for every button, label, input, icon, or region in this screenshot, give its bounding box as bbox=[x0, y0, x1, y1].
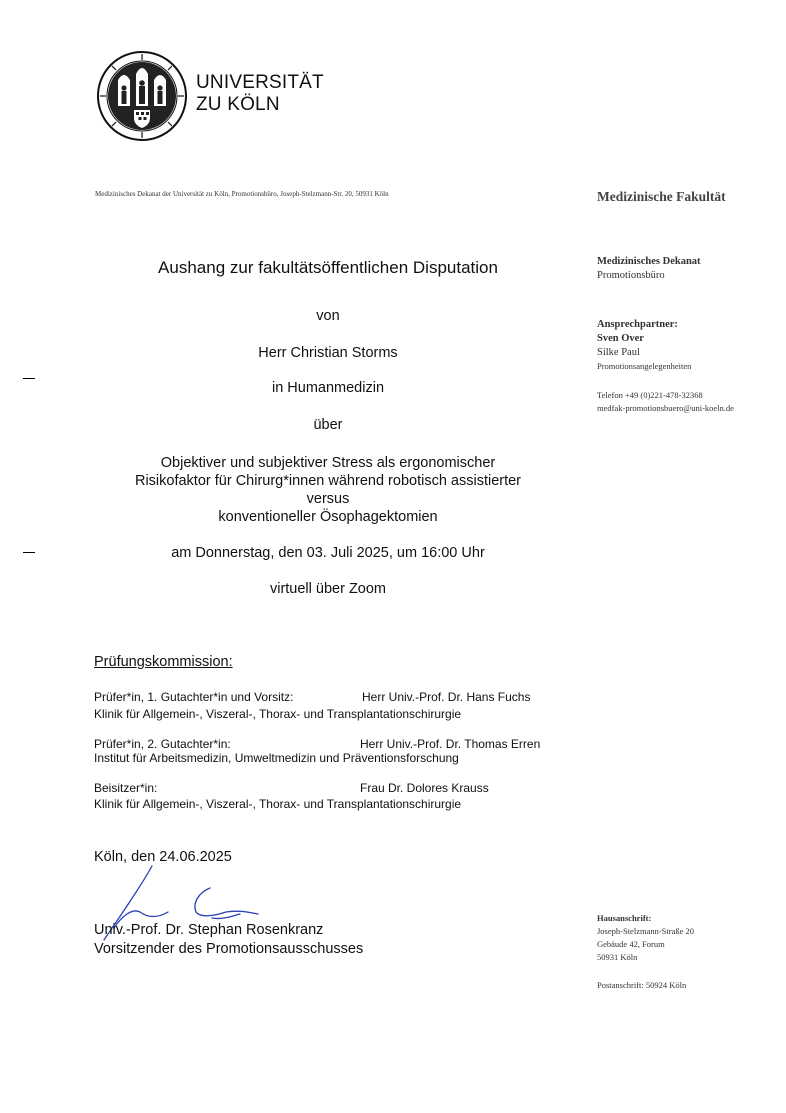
committee-member-2-name: Herr Univ.-Prof. Dr. Thomas Erren bbox=[360, 737, 541, 751]
contact-person-2: Silke Paul bbox=[597, 347, 640, 358]
committee-member-1-name: Herr Univ.-Prof. Dr. Hans Fuchs bbox=[362, 690, 531, 704]
address-line-1: Joseph-Stelzmann-Straße 20 bbox=[597, 926, 695, 936]
address-line-2: Gebäude 42, Forum bbox=[597, 939, 665, 949]
committee-member-3-institution: Klinik für Allgemein-, Viszeral-, Thorax- und Transplantationschirurgie bbox=[94, 797, 462, 811]
phone-number: Telefon +49 (0)221-478-32368 bbox=[597, 390, 703, 400]
sender-address-line: Medizinisches Dekanat der Universität zu Köln, Promotionsbüro, Joseph-Stelzmann-Str. 20, 50931 Köln bbox=[95, 190, 389, 198]
thesis-title bbox=[100, 454, 556, 526]
department-block bbox=[597, 255, 701, 283]
contact-person-1: Sven Over bbox=[597, 333, 644, 344]
candidate-field: in Humanmedizin bbox=[271, 380, 385, 396]
address-block bbox=[597, 912, 694, 964]
contact-heading: Ansprechpartner: bbox=[597, 319, 678, 330]
contact-details bbox=[597, 389, 734, 415]
contact-block bbox=[597, 318, 691, 373]
contact-role: Promotionsangelegenheiten bbox=[597, 361, 692, 371]
notice-ueber: über bbox=[313, 417, 343, 433]
university-name bbox=[196, 72, 324, 116]
candidate-name: Herr Christian Storms bbox=[258, 345, 398, 361]
office-name: Promotionsbüro bbox=[597, 270, 665, 281]
thesis-title-line: konventioneller Ösophagektomien bbox=[218, 509, 438, 525]
committee-member-3-role: Beisitzer*in: bbox=[94, 781, 158, 795]
thesis-title-line: Risikofaktor für Chirurg*innen während robotisch assistierter bbox=[134, 473, 522, 489]
place-date: Köln, den 24.06.2025 bbox=[94, 849, 232, 865]
university-seal-logo bbox=[96, 50, 188, 142]
committee-member-3-name: Frau Dr. Dolores Krauss bbox=[360, 781, 489, 795]
committee-heading: Prüfungskommission: bbox=[94, 654, 233, 670]
disputation-datetime: am Donnerstag, den 03. Juli 2025, um 16:00 Uhr bbox=[171, 545, 485, 561]
committee-member-2-role: Prüfer*in, 2. Gutachter*in: bbox=[94, 737, 231, 751]
fold-mark bbox=[23, 552, 35, 553]
address-line-3: 50931 Köln bbox=[597, 952, 638, 962]
fold-mark bbox=[23, 378, 35, 379]
university-name-line1: UNIVERSITÄT bbox=[196, 72, 324, 93]
university-name-line2: ZU KÖLN bbox=[196, 94, 280, 115]
address-heading: Hausanschrift: bbox=[597, 913, 652, 923]
committee-member-1-role: Prüfer*in, 1. Gutachter*in und Vorsitz: bbox=[94, 690, 294, 704]
signer-role: Vorsitzender des Promotionsausschusses bbox=[94, 941, 364, 957]
faculty-name: Medizinische Fakultät bbox=[597, 189, 726, 204]
thesis-title-line: Objektiver und subjektiver Stress als ergonomischer bbox=[160, 455, 496, 471]
notice-von: von bbox=[316, 308, 340, 324]
signer-name: Univ.-Prof. Dr. Stephan Rosenkranz bbox=[94, 922, 324, 938]
email-address: medfak-promotionsbuero@uni-koeln.de bbox=[597, 403, 734, 413]
committee-member-1-institution: Klinik für Allgemein-, Viszeral-, Thorax- und Transplantationschirurgie bbox=[94, 707, 462, 721]
postal-address: Postanschrift: 50924 Köln bbox=[597, 980, 687, 990]
department-name: Medizinisches Dekanat bbox=[597, 256, 701, 267]
committee-member-2-institution: Institut für Arbeitsmedizin, Umweltmedizin und Präventionsforschung bbox=[94, 751, 459, 765]
thesis-title-line: versus bbox=[306, 491, 350, 507]
notice-headline: Aushang zur fakultätsöffentlichen Disputation bbox=[158, 258, 498, 277]
disputation-location: virtuell über Zoom bbox=[269, 581, 387, 597]
